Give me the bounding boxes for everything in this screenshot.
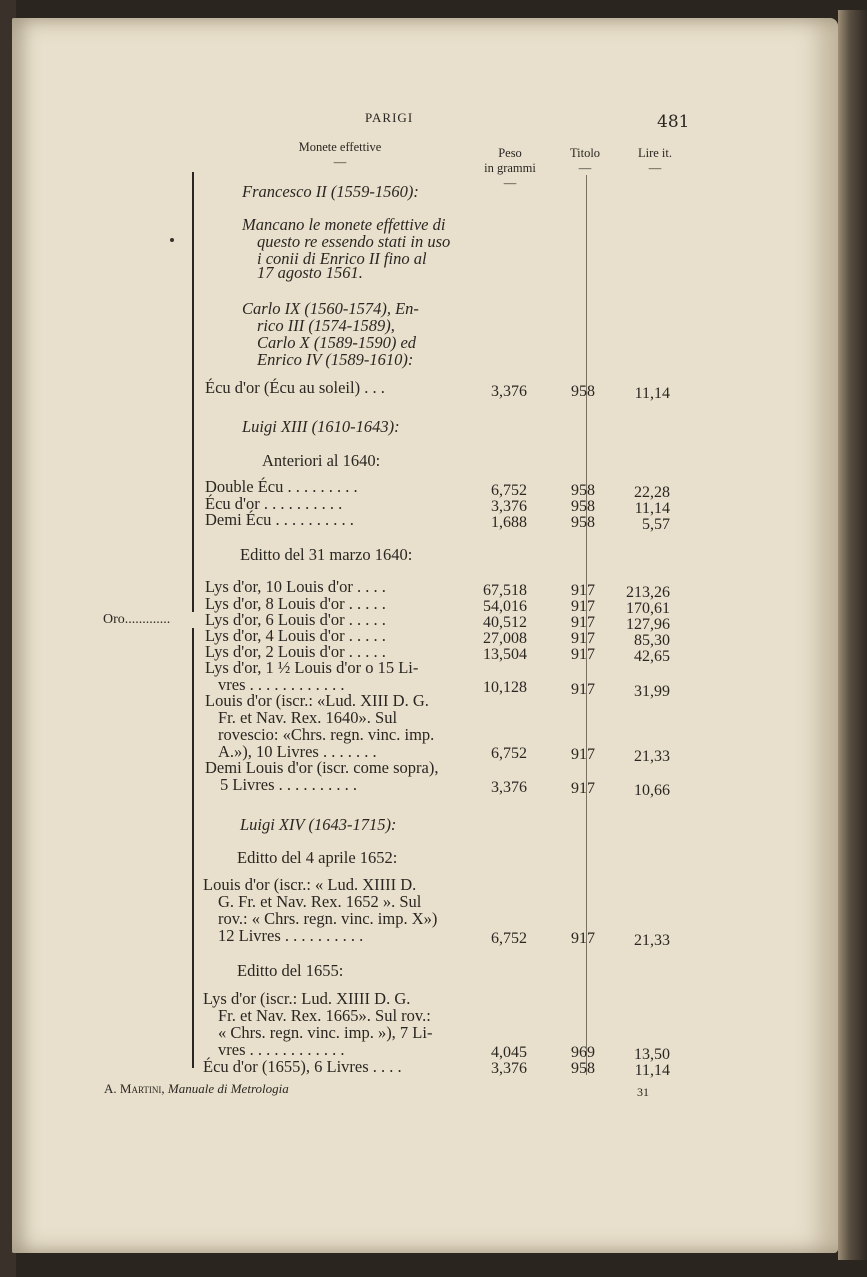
dash: — xyxy=(648,161,662,175)
row-label: Demi Louis d'or (iscr. come sopra), xyxy=(205,758,439,777)
section-carlo: Carlo X (1589-1590) ed xyxy=(257,333,417,352)
subsection-editto-1652: Editto del 4 aprile 1652: xyxy=(237,848,398,867)
lire-value: 13,50 xyxy=(634,1046,670,1063)
lire-value: 170,61 xyxy=(626,600,670,617)
row-label-cont: vres . . . . . . . . . . . . xyxy=(218,675,345,694)
titolo-value: 958 xyxy=(571,1060,595,1077)
lire-value: 5,57 xyxy=(642,516,670,533)
peso-value: 27,008 xyxy=(483,630,527,647)
row-label-cont: rov.: « Chrs. regn. vinc. imp. X») xyxy=(218,909,438,928)
row-label: Louis d'or (iscr.: «Lud. XIII D. G. xyxy=(205,691,429,710)
page-stack-edge xyxy=(838,10,867,1260)
row-label: Double Écu . . . . . . . . . xyxy=(205,477,358,496)
lire-value: 21,33 xyxy=(634,748,670,765)
titolo-value: 958 xyxy=(571,383,595,400)
peso-value: 10,128 xyxy=(483,679,527,696)
peso-value: 3,376 xyxy=(491,383,527,400)
titolo-value: 917 xyxy=(571,930,595,947)
row-label: Lys d'or, 2 Louis d'or . . . . . xyxy=(205,642,386,661)
row-label-cont: Fr. et Nav. Rex. 1640». Sul xyxy=(218,708,398,727)
peso-value: 6,752 xyxy=(491,482,527,499)
description-label: Monete effettive xyxy=(298,140,382,154)
row-label-cont: 5 Livres . . . . . . . . . . xyxy=(220,775,358,794)
lire-value: 11,14 xyxy=(634,385,670,402)
peso-value: 3,376 xyxy=(491,779,527,796)
peso-value: 54,016 xyxy=(483,598,527,615)
titolo-value: 917 xyxy=(571,630,595,647)
lire-value: 85,30 xyxy=(634,632,670,649)
book-page xyxy=(12,18,838,1253)
column-header-titolo xyxy=(560,146,610,176)
titolo-value: 958 xyxy=(571,482,595,499)
titolo-value: 917 xyxy=(571,746,595,763)
row-label-cont: A.»), 10 Livres . . . . . . . xyxy=(218,742,377,761)
row-label: Lys d'or, 1 ½ Louis d'or o 15 Li- xyxy=(205,658,419,677)
column-header-lire xyxy=(625,146,685,176)
note-line: i conii di Enrico II fino al xyxy=(257,249,427,268)
row-label-cont: 12 Livres . . . . . . . . . . xyxy=(218,926,364,945)
lire-value: 11,14 xyxy=(634,500,670,517)
dash: — xyxy=(578,161,592,175)
lire-value: 11,14 xyxy=(634,1062,670,1079)
subsection-editto-1655: Editto del 1655: xyxy=(237,961,344,980)
section-carlo: Carlo IX (1560-1574), En- xyxy=(242,299,419,318)
section-francesco: Francesco II (1559-1560): xyxy=(242,182,419,201)
titolo-value: 969 xyxy=(571,1044,595,1061)
peso-value: 4,045 xyxy=(491,1044,527,1061)
note-line: questo re essendo stati in uso xyxy=(257,232,451,251)
note-line: Mancano le monete effettive di xyxy=(242,215,446,234)
footer-author: A. Martini, xyxy=(104,1081,165,1096)
row-label: Écu d'or (1655), 6 Livres . . . . xyxy=(203,1057,402,1076)
peso-value: 40,512 xyxy=(483,614,527,631)
section-luigi-xiii: Luigi XIII (1610-1643): xyxy=(242,417,400,436)
peso-value: 67,518 xyxy=(483,582,527,599)
column-header-peso xyxy=(470,146,550,191)
row-label: Lys d'or, 4 Louis d'or . . . . . xyxy=(205,626,386,645)
running-title: PARIGI xyxy=(365,110,414,125)
dash: — xyxy=(503,176,517,190)
row-label: Demi Écu . . . . . . . . . . xyxy=(205,510,354,529)
row-label-cont: « Chrs. regn. vinc. imp. »), 7 Li- xyxy=(218,1023,433,1042)
titolo-value: 917 xyxy=(571,681,595,698)
lire-value: 31,99 xyxy=(634,683,670,700)
row-label-cont: rovescio: «Chrs. regn. vinc. imp. xyxy=(218,725,435,744)
peso-value: 6,752 xyxy=(491,930,527,947)
row-label-cont: Fr. et Nav. Rex. 1665». Sul rov.: xyxy=(218,1006,431,1025)
section-carlo: rico III (1574-1589), xyxy=(257,316,395,335)
row-label: Lys d'or, 6 Louis d'or . . . . . xyxy=(205,610,386,629)
section-luigi-xiv: Luigi XIV (1643-1715): xyxy=(240,815,397,834)
note-line: 17 agosto 1561. xyxy=(257,263,363,282)
lire-label: Lire it. xyxy=(637,146,672,160)
dash: — xyxy=(333,155,347,169)
brace-lower xyxy=(192,628,194,1068)
lire-value: 21,33 xyxy=(634,932,670,949)
lire-value: 10,66 xyxy=(634,782,670,799)
peso-value: 3,376 xyxy=(491,1060,527,1077)
side-label-oro: Oro............. xyxy=(103,612,171,627)
page-number: 481 xyxy=(657,112,690,132)
row-label: Louis d'or (iscr.: « Lud. XIIII D. xyxy=(203,875,417,894)
section-carlo: Enrico IV (1589-1610): xyxy=(257,350,414,369)
column-header-description xyxy=(270,140,410,170)
titolo-value: 917 xyxy=(571,614,595,631)
footer-title: Manuale di Metrologia xyxy=(167,1081,289,1096)
peso-value: 3,376 xyxy=(491,498,527,515)
ink-spot xyxy=(170,238,174,242)
row-label: Lys d'or (iscr.: Lud. XIIII D. G. xyxy=(203,989,411,1008)
lire-value: 213,26 xyxy=(626,584,670,601)
titolo-label: Titolo xyxy=(569,146,601,160)
titolo-value: 958 xyxy=(571,498,595,515)
row-label-cont: vres . . . . . . . . . . . . xyxy=(218,1040,345,1059)
subsection-anteriori: Anteriori al 1640: xyxy=(262,451,381,470)
peso-value: 1,688 xyxy=(491,514,527,531)
titolo-value: 917 xyxy=(571,582,595,599)
titolo-value: 917 xyxy=(571,598,595,615)
row-label: Écu d'or . . . . . . . . . . xyxy=(205,494,343,513)
peso-value: 6,752 xyxy=(491,745,527,762)
row-label: Lys d'or, 8 Louis d'or . . . . . xyxy=(205,594,386,613)
subsection-editto-1640: Editto del 31 marzo 1640: xyxy=(240,545,413,564)
peso-unit-label: in grammi xyxy=(484,161,536,175)
footer-citation xyxy=(104,1081,289,1097)
peso-label: Peso xyxy=(498,146,522,160)
titolo-value: 917 xyxy=(571,646,595,663)
signature-mark: 31 xyxy=(637,1085,649,1099)
lire-value: 42,65 xyxy=(634,648,670,665)
peso-value: 13,504 xyxy=(483,646,527,663)
titolo-value: 958 xyxy=(571,514,595,531)
row-label: Lys d'or, 10 Louis d'or . . . . xyxy=(205,577,386,596)
lire-value: 22,28 xyxy=(634,484,670,501)
brace-upper xyxy=(192,172,194,612)
row-label: Écu d'or (Écu au soleil) . . . xyxy=(205,378,385,397)
lire-value: 127,96 xyxy=(626,616,670,633)
titolo-value: 917 xyxy=(571,780,595,797)
row-label-cont: G. Fr. et Nav. Rex. 1652 ». Sul xyxy=(218,892,422,911)
